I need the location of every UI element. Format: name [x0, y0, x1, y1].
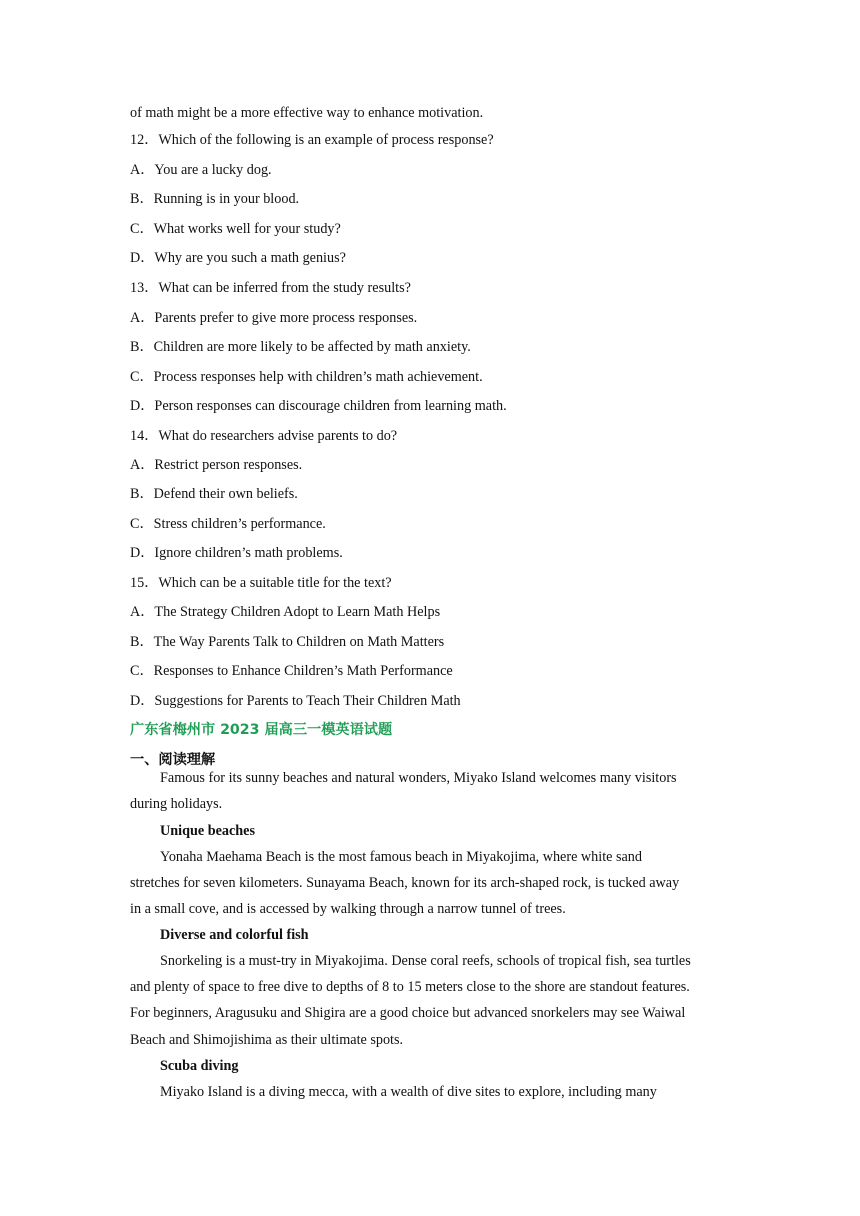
section-heading: 一、阅读理解: [130, 752, 216, 768]
option-12-c: C．What works well for your study?: [130, 221, 341, 237]
subheading-fish: Diverse and colorful fish: [160, 927, 309, 943]
option-15-b: B．The Way Parents Talk to Children on Math Matters: [130, 634, 445, 650]
question-14: 14．What do researchers advise parents to do?: [130, 428, 398, 444]
option-14-c: C．Stress children’s performance.: [130, 516, 326, 532]
paragraph-line: in a small cove, and is accessed by walking through a narrow tunnel of trees.: [130, 901, 566, 917]
paragraph-line: Snorkeling is a must-try in Miyakojima. Dense coral reefs, schools of tropical fish, sea turtles: [160, 953, 691, 969]
question-12: 12．Which of the following is an example of process response?: [130, 132, 494, 148]
option-13-a: A．Parents prefer to give more process responses.: [130, 310, 418, 326]
option-13-d: D．Person responses can discourage children from learning math.: [130, 398, 507, 414]
option-15-a: A．The Strategy Children Adopt to Learn Math Helps: [130, 604, 441, 620]
option-14-b: B．Defend their own beliefs.: [130, 486, 298, 502]
subheading-scuba-diving: Scuba diving: [160, 1058, 239, 1074]
paragraph-line: Beach and Shimojishima as their ultimate spots.: [130, 1032, 404, 1048]
subheading-unique-beaches: Unique beaches: [160, 823, 255, 839]
paragraph-line: during holidays.: [130, 796, 223, 812]
option-12-b: B．Running is in your blood.: [130, 191, 300, 207]
question-13: 13．What can be inferred from the study results?: [130, 280, 411, 296]
option-13-b: B．Children are more likely to be affected by math anxiety.: [130, 339, 471, 355]
exam-title: 广东省梅州市 2023 届高三一模英语试题: [130, 722, 393, 738]
option-15-d: D．Suggestions for Parents to Teach Their Children Math: [130, 693, 461, 709]
option-12-d: D．Why are you such a math genius?: [130, 250, 346, 266]
paragraph-line: Miyako Island is a diving mecca, with a wealth of dive sites to explore, including many: [160, 1084, 657, 1100]
paragraph-line: For beginners, Aragusuku and Shigira are a good choice but advanced snorkelers may see Waiwal: [130, 1005, 686, 1021]
question-15: 15．Which can be a suitable title for the text?: [130, 575, 392, 591]
option-13-c: C．Process responses help with children’s math achievement.: [130, 369, 483, 385]
text-line: of math might be a more effective way to enhance motivation.: [130, 105, 484, 121]
option-12-a: A．You are a lucky dog.: [130, 162, 272, 178]
paragraph-line: Famous for its sunny beaches and natural wonders, Miyako Island welcomes many visitors: [160, 770, 677, 786]
option-14-a: A．Restrict person responses.: [130, 457, 303, 473]
option-15-c: C．Responses to Enhance Children’s Math Performance: [130, 663, 453, 679]
paragraph-line: stretches for seven kilometers. Sunayama Beach, known for its arch-shaped rock, is tucked away: [130, 875, 680, 891]
option-14-d: D．Ignore children’s math problems.: [130, 545, 343, 561]
paragraph-line: Yonaha Maehama Beach is the most famous beach in Miyakojima, where white sand: [160, 849, 642, 865]
paragraph-line: and plenty of space to free dive to depths of 8 to 15 meters close to the shore are standout features.: [130, 979, 690, 995]
